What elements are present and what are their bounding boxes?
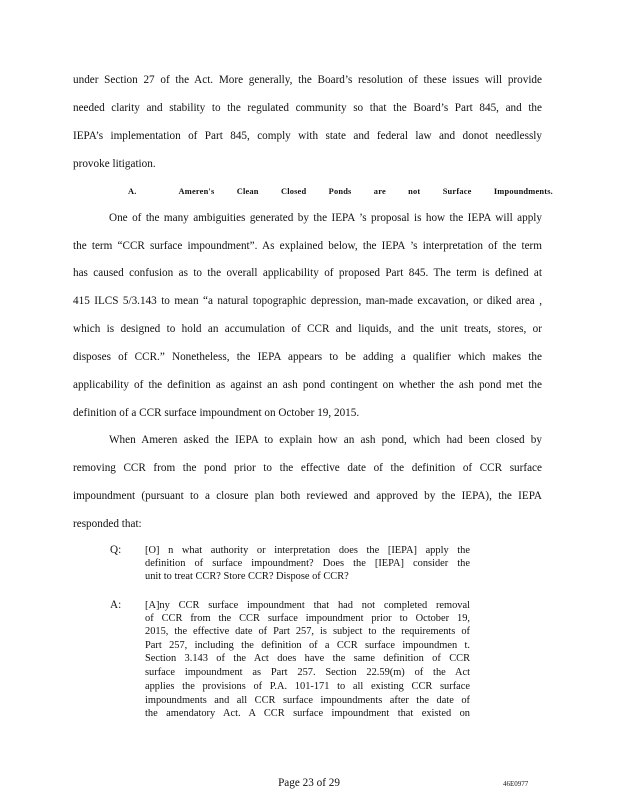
text-line: which is designed to hold an accumulation of CCR and liquids, and the unit treats, stores, or [73,323,542,335]
text-line: needed clarity and stability to the regulated community so that the Board’s Part 845, and the [73,102,542,114]
text-line: responded that: [73,518,142,530]
text-line: has caused confusion as to the overall applicability of proposed Part 845. The term is defined at [73,267,542,279]
quote-line: impoundments and all CCR surface impoundments after the date of [145,695,470,706]
text-line: disposes of CCR.” Nonetheless, the IEPA appears to be adding a qualifier which makes the [73,351,542,363]
text-line: applicability of the definition as against an ash pond contingent on whether the ash pond met the [73,379,542,391]
text-line: removing CCR from the pond prior to the effective date of the definition of CCR surface [73,462,542,474]
text-line: impoundment (pursuant to a closure plan both reviewed and approved by the IEPA), the IEPA [73,490,542,502]
quote-line: surface impoundment as Part 257. Section 22.59(m) of the Act [145,667,470,678]
text-line: 415 ILCS 5/3.143 to mean “a natural topographic depression, man-made excavation, or diked area , [73,295,542,307]
text-line: IEPA’s implementation of Part 845, comply with state and federal law and donot needlessly [73,130,542,142]
document-id: 46E0977 [503,780,529,788]
quote-line: Part 257, including the definition of a CCR surface impoundmen t. [145,640,470,651]
quote-line: [O] n what authority or interpretation does the [IEPA] apply the [145,545,470,556]
section-heading-letter: A. [128,187,137,196]
quote-line: 2015, the effective date of Part 257, is subject to the requirements of [145,626,470,637]
page-number: Page 23 of 29 [278,777,340,789]
question-label: Q: [110,544,122,556]
text-line: the term “CCR surface impoundment”. As explained below, the IEPA ’s interpretation of the term [73,240,542,252]
quote-line: applies the provisions of P.A. 101-171 to all existing CCR surface [145,681,470,692]
quote-line: the amendatory Act. A CCR surface impoundment that existed on [145,708,470,719]
section-heading-title: Ameren's Clean Closed Ponds are not Surface Impoundments. [178,187,553,196]
text-line: One of the many ambiguities generated by the IEPA ’s proposal is how the IEPA will apply [109,212,542,224]
quote-line: definition of surface impoundment? Does the [IEPA] consider the [145,558,470,569]
text-line: When Ameren asked the IEPA to explain how an ash pond, which had been closed by [109,434,542,446]
quote-line: unit to treat CCR? Store CCR? Dispose of CCR? [145,571,349,582]
quote-line: of CCR from the CCR surface impoundment prior to October 19, [145,613,470,624]
answer-label: A: [110,599,122,611]
quote-line: [A]ny CCR surface impoundment that had not completed removal [145,600,470,611]
text-line: provoke litigation. [73,158,156,170]
text-line: under Section 27 of the Act. More generally, the Board’s resolution of these issues will provide [73,74,542,86]
section-heading [128,187,553,196]
text-line: definition of a CCR surface impoundment on October 19, 2015. [73,407,360,419]
quote-line: Section 3.143 of the Act does have the same definition of CCR [145,653,470,664]
